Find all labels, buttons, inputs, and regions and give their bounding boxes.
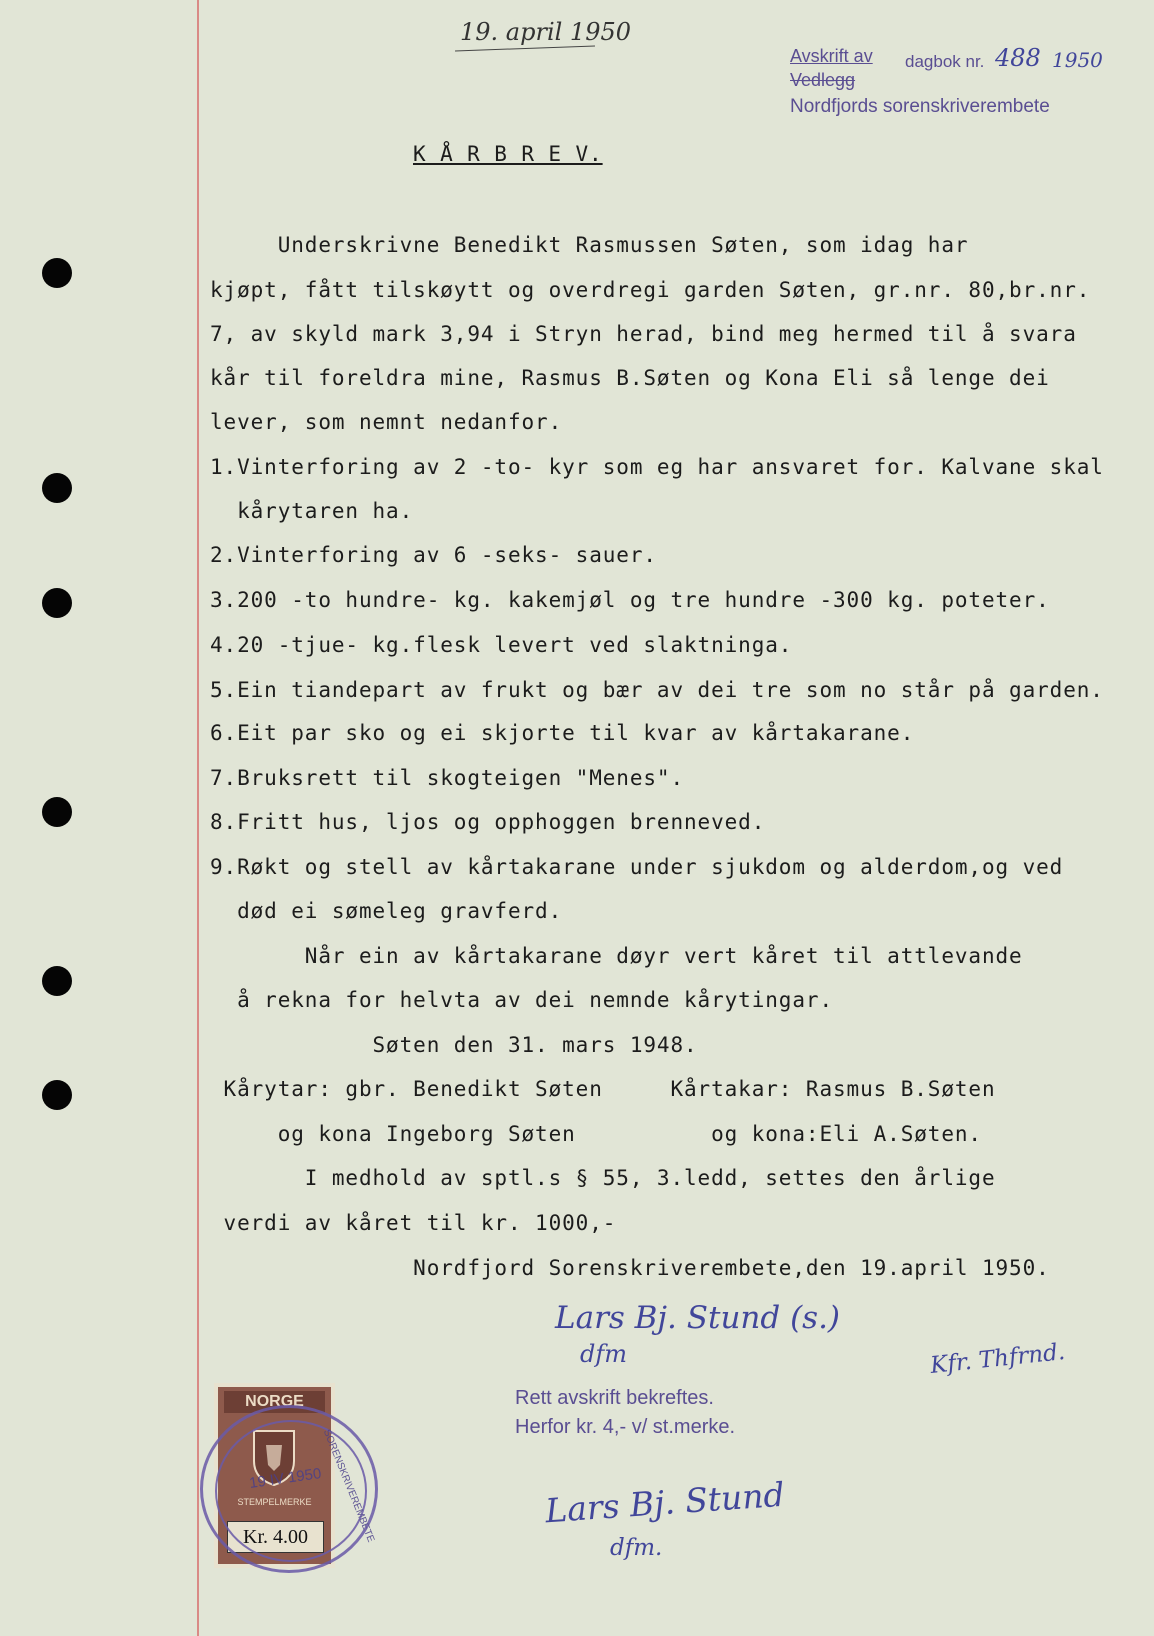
list-item: 4.20 -tjue- kg.flesk levert ved slaktninga. [210, 633, 793, 657]
punch-hole [42, 1080, 72, 1110]
stamp-country: NORGE [224, 1391, 325, 1413]
body-line: verdi av kåret til kr. 1000,- [210, 1211, 617, 1235]
list-item: 5.Ein tiandepart av frukt og bær av dei tre som no står på garden. [210, 678, 1104, 702]
stamp-vedlegg: Vedlegg [790, 70, 856, 90]
stamp-office: Nordfjords sorenskriverembete [790, 96, 1050, 117]
punch-hole [42, 588, 72, 618]
handwritten-date: 19. april 1950 [460, 18, 631, 46]
punch-hole [42, 797, 72, 827]
list-item: 7.Bruksrett til skogteigen "Menes". [210, 766, 685, 790]
cancel-date: 19 IV 1950 [248, 1465, 323, 1492]
body-line: Underskrivne Benedikt Rasmussen Søten, som idag har [210, 233, 969, 257]
dagbok-year: 1950 [1052, 48, 1103, 72]
cancellation-stamp [200, 1405, 378, 1573]
body-line: kår til foreldra mine, Rasmus B.Søten og Kona Eli så lenge dei [210, 366, 1050, 390]
signature-initials: Kfr. Thfrnd. [929, 1339, 1067, 1379]
stamp-dagbok-label: dagbok nr. [905, 52, 985, 71]
signature-title: dfm [580, 1340, 628, 1368]
body-line: 7, av skyld mark 3,94 i Stryn herad, bind meg hermed til å svara [210, 322, 1077, 346]
place-date-line: Søten den 31. mars 1948. [210, 1033, 698, 1057]
body-line: lever, som nemnt nedanfor. [210, 410, 563, 434]
office-date-line: Nordfjord Sorenskriverembete,den 19.april 1950. [210, 1256, 1050, 1280]
list-item: 9.Røkt og stell av kårtakarane under sjukdom og alderdom,og ved [210, 855, 1064, 879]
parties-line: Kårytar: gbr. Benedikt Søten Kårtakar: Rasmus B.Søten [210, 1077, 996, 1101]
signature-certifier-title: dfm. [610, 1535, 663, 1561]
cancel-text: SORENSKRIVEREMBETE [320, 1428, 377, 1544]
punch-hole [42, 258, 72, 288]
punch-hole [42, 473, 72, 503]
margin-rule [197, 0, 199, 1636]
body-line: kjøpt, fått tilskøytt og overdregi garden Søten, gr.nr. 80,br.nr. [210, 278, 1091, 302]
list-item: 1.Vinterforing av 2 -to- kyr som eg har ansvaret for. Kalvane skal [210, 455, 1104, 479]
list-item: kårytaren ha. [210, 499, 414, 523]
signature-clerk: Lars Bj. Stund (s.) [555, 1300, 841, 1336]
stamp-label: STEMPELMERKE [237, 1497, 312, 1507]
stamp-avskrift: Avskrift av [790, 46, 873, 66]
body-line: å rekna for helvta av dei nemnde kårytingar. [210, 988, 833, 1012]
dagbok-number: 488 [995, 44, 1041, 72]
parties-line: og kona Ingeborg Søten og kona:Eli A.Søten. [210, 1122, 982, 1146]
punch-hole [42, 966, 72, 996]
list-item: 3.200 -to hundre- kg. kakemjøl og tre hundre -300 kg. poteter. [210, 588, 1050, 612]
stamp-value: Kr. 4.00 [227, 1521, 324, 1553]
list-item: 2.Vinterforing av 6 -seks- sauer. [210, 543, 657, 567]
date-underline [455, 46, 595, 52]
list-item: 6.Eit par sko og ei skjorte til kvar av kårtakarane. [210, 721, 915, 745]
document-title: K Å R B R E V. [413, 142, 603, 166]
signature-certifier: Lars Bj. Stund [543, 1474, 786, 1531]
certification-line: Rett avskrift bekreftes. [515, 1387, 714, 1409]
list-item: død ei sømeleg gravferd. [210, 899, 563, 923]
list-item: 8.Fritt hus, ljos og opphoggen brenneved. [210, 810, 766, 834]
body-line: Når ein av kårtakarane døyr vert kåret til attlevande [210, 944, 1023, 968]
fee-line: Herfor kr. 4,- v/ st.merke. [515, 1416, 736, 1438]
body-line: I medhold av sptl.s § 55, 3.ledd, settes den årlige [210, 1166, 996, 1190]
